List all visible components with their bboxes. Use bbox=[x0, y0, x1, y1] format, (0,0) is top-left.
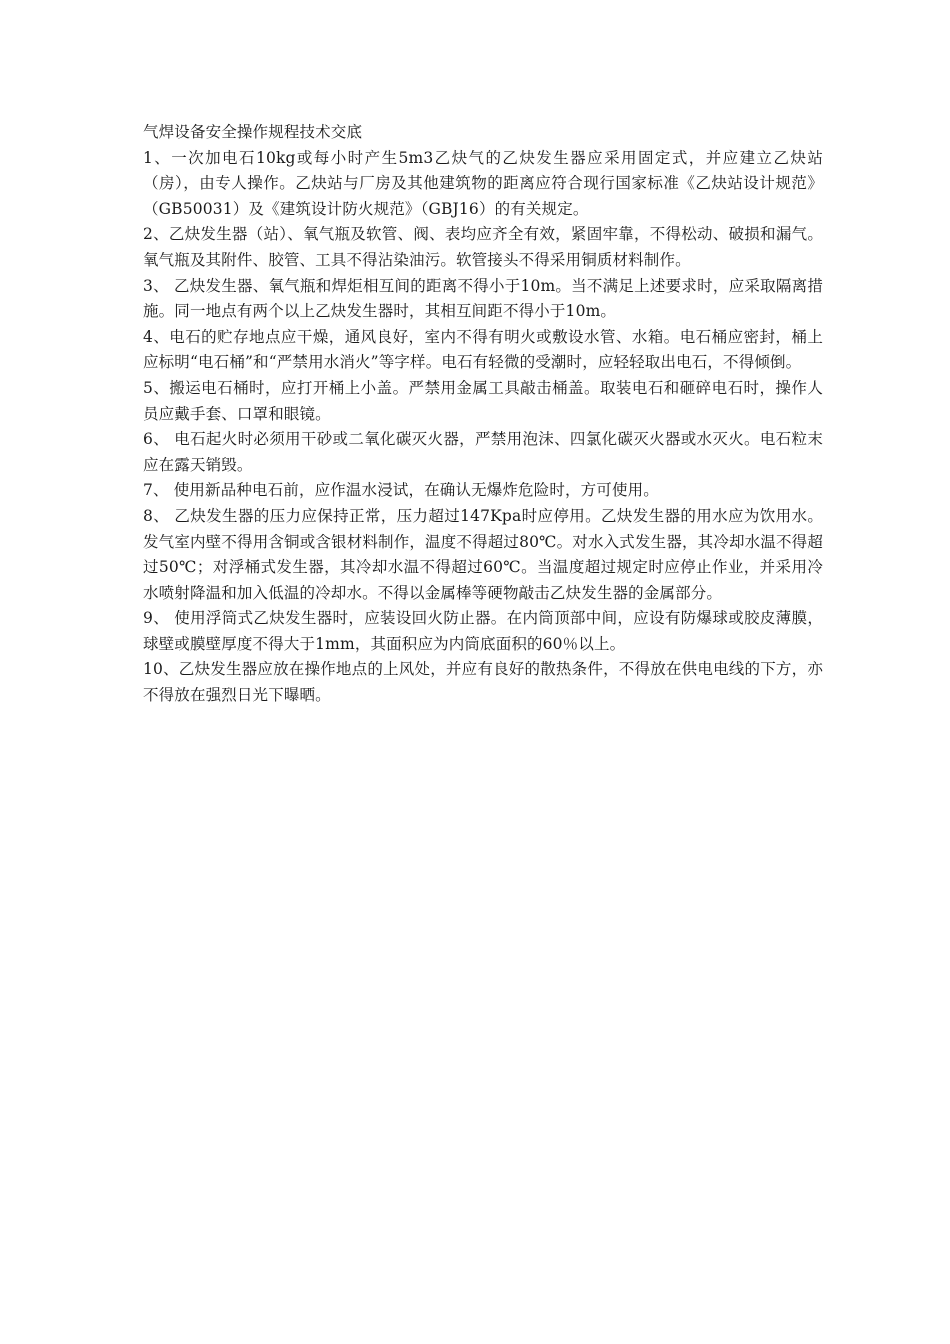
paragraph-2: 2、乙炔发生器（站）、氧气瓶及软管、阀、表均应齐全有效，紧固牢靠，不得松动、破损和漏气。氧气瓶及其附件、胶管、工具不得沾染油污。软管接头不得采用铜质材料制作。 bbox=[143, 225, 823, 269]
paragraph-1: 1、一次加电石10kg或每小时产生5m3乙炔气的乙炔发生器应采用固定式，并应建立乙炔站（房），由专人操作。乙炔站与厂房及其他建筑物的距离应符合现行国家标准《乙炔站设计规范》（GB50031）及《建筑设计防火规范》（GBJ16）的有关规定。 bbox=[143, 148, 823, 218]
paragraph-7: 7、 使用新品种电石前，应作温水浸试，在确认无爆炸危险时，方可使用。 bbox=[143, 481, 659, 500]
document-title: 气焊设备安全操作规程技术交底 bbox=[143, 123, 363, 141]
document-body bbox=[143, 120, 823, 709]
paragraph-6: 6、 电石起火时必须用干砂或二氧化碳灭火器，严禁用泡沫、四氯化碳灭火器或水灭火。电石粒末应在露天销毁。 bbox=[143, 430, 823, 474]
paragraph-8: 8、 乙炔发生器的压力应保持正常，压力超过147Kpa时应停用。乙炔发生器的用水应为饮用水。发气室内壁不得用含铜或含银材料制作，温度不得超过80℃。对水入式发生器，其冷却水温不得超过50℃；对浮桶式发生器，其冷却水温不得超过60℃。当温度超过规定时应停止作业，并采用冷水喷射降温和加入低温的冷却水。不得以金属棒等硬物敲击乙炔发生器的金属部分。 bbox=[143, 506, 823, 602]
paragraph-5: 5、搬运电石桶时，应打开桶上小盖。严禁用金属工具敲击桶盖。取装电石和砸碎电石时，操作人员应戴手套、口罩和眼镜。 bbox=[143, 378, 823, 423]
paragraph-10: 10、乙炔发生器应放在操作地点的上风处，并应有良好的散热条件，不得放在供电电线的下方，亦不得放在强烈日光下曝晒。 bbox=[143, 660, 823, 705]
paragraph-4: 4、电石的贮存地点应干燥，通风良好，室内不得有明火或敷设水管、水箱。电石桶应密封，桶上应标明“电石桶”和“严禁用水消火”等字样。电石有轻微的受潮时，应轻轻取出电石，不得倾倒。 bbox=[143, 327, 823, 372]
paragraph-3: 3、 乙炔发生器、氧气瓶和焊炬相互间的距离不得小于10m。当不满足上述要求时，应采取隔离措施。同一地点有两个以上乙炔发生器时，其相互间距不得小于10m。 bbox=[143, 276, 823, 321]
paragraph-9: 9、 使用浮筒式乙炔发生器时，应装设回火防止器。在内筒顶部中间，应设有防爆球或胶皮薄膜，球壁或膜壁厚度不得大于1mm，其面积应为内筒底面积的60％以上。 bbox=[143, 609, 823, 653]
